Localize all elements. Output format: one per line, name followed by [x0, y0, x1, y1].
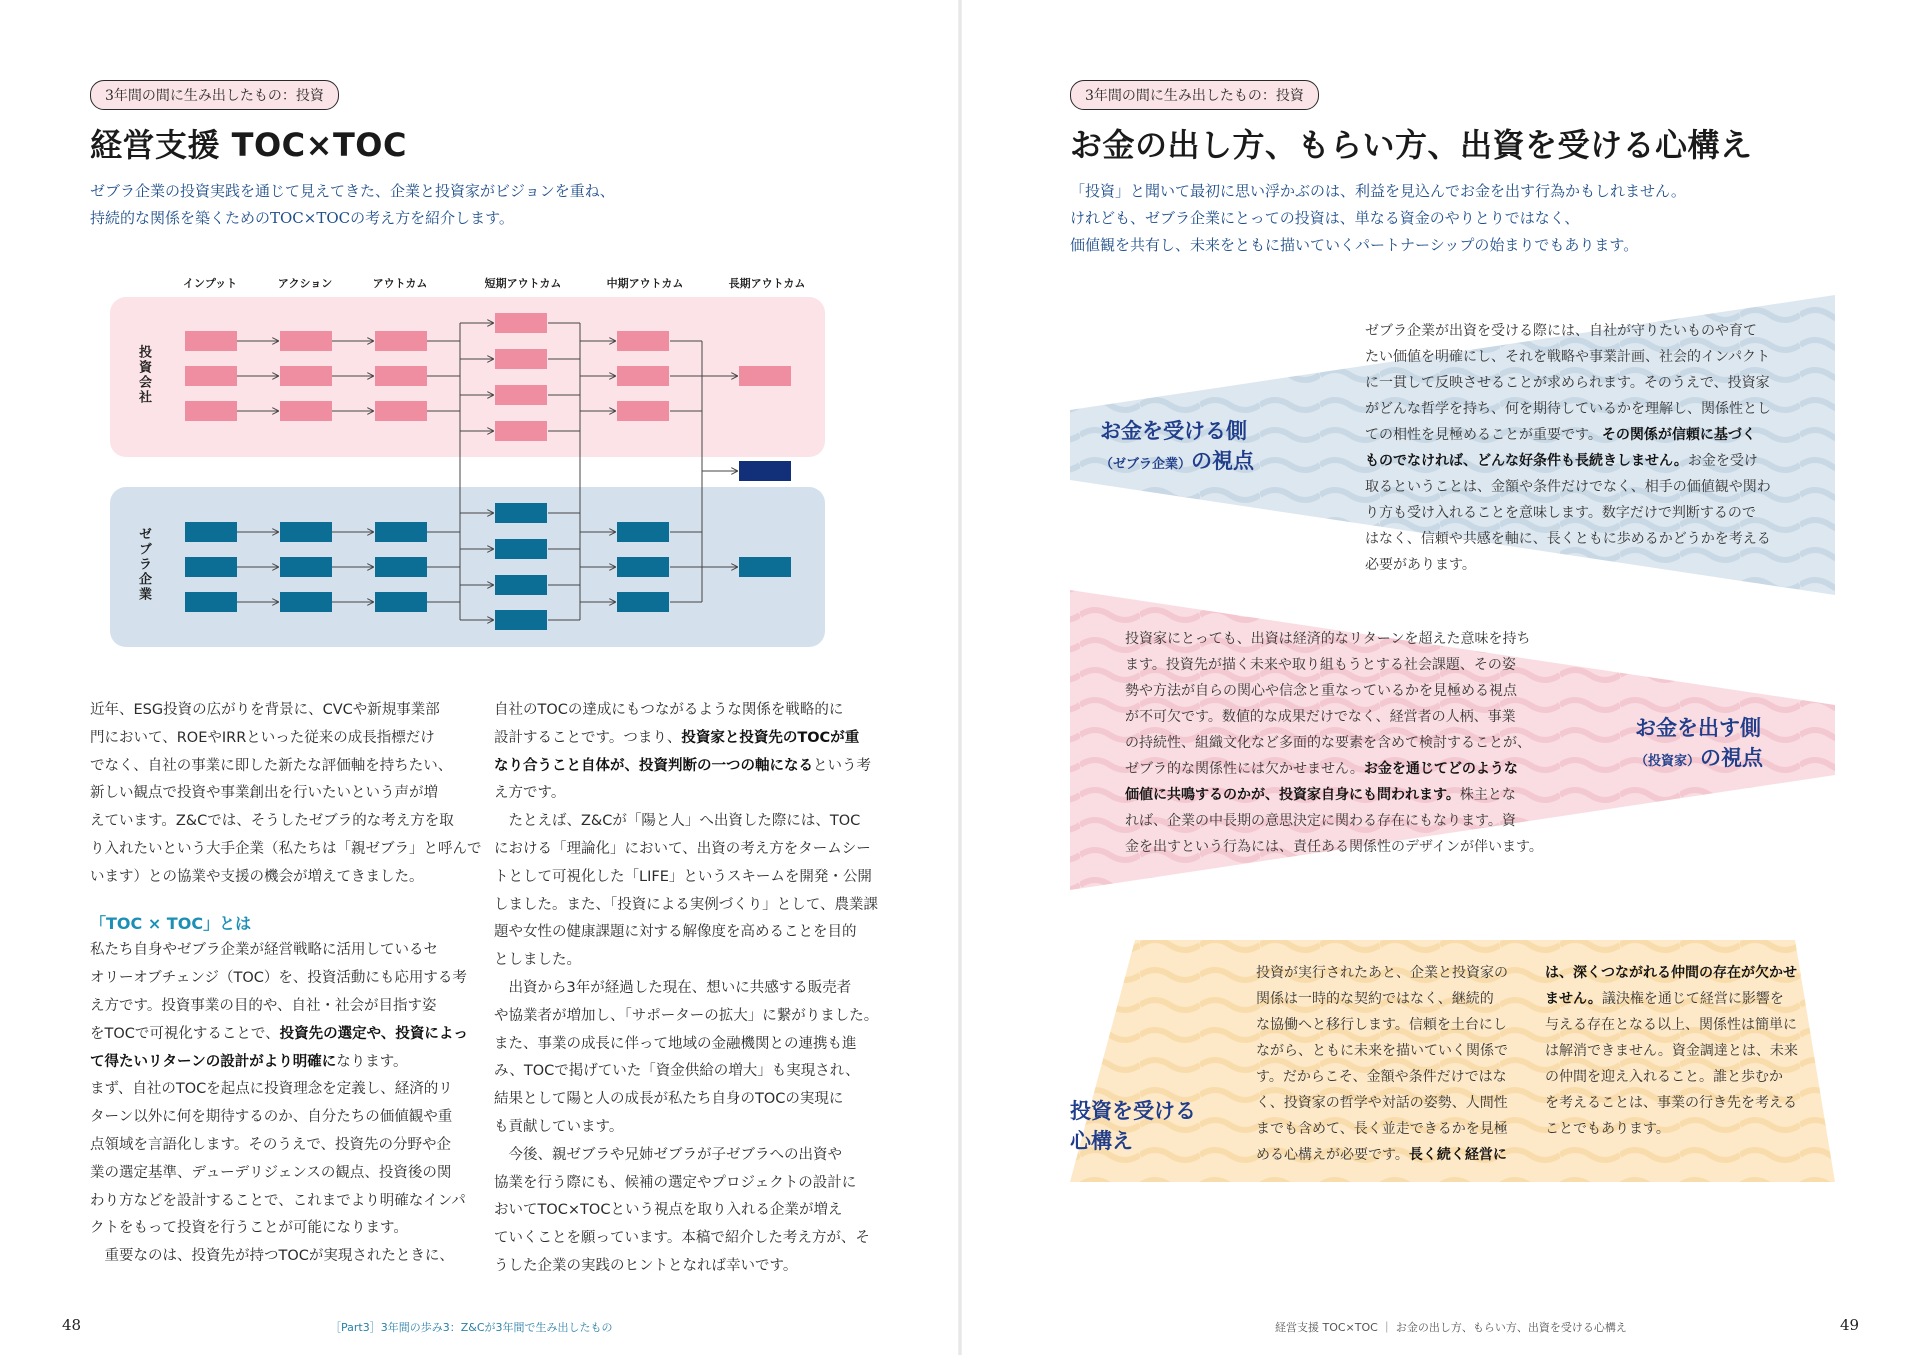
- section-tag: 3年間の間に生み出したもの：投資: [90, 80, 339, 110]
- short-outcome-box: [495, 313, 547, 333]
- body-line: 出資から3年が経過した現在、想いに共感する販売者: [494, 979, 852, 996]
- short-outcome-box: [495, 349, 547, 369]
- input-box: [185, 331, 237, 351]
- input-box: [185, 557, 237, 577]
- body-line: をTOCで可視化することで、投資先の選定や、投資によっ: [90, 1025, 468, 1042]
- body-line: 今後、親ゼブラや兄姉ゼブラが子ゼブラへの出資や: [494, 1146, 842, 1163]
- receiver-text: ゼブラ企業が出資を受ける際には、自社が守りたいものや育て たい価値を明確にし、それを戦略や事業計画、社会的インパクト に一貫して反映させることが求められます。そのうえで、投資家 がどんな哲学を持ち、何を期待しているかを理解し、関係性とし ての相性を見極めることが重要です。その関係が信頼に基づく ものでなければ、どんな好条件も長続きしません。お金を受け 取るということは、金額や条件だけでなく、相手の価値観や関わ り方も受け入れることを意味します。数字だけで判断するので はなく、信頼や共感を軸に、長くともに歩めるかどうかを考える 必要があります。: [1365, 323, 1771, 573]
- body-column-2: [494, 697, 878, 1281]
- mid-outcome-box: [617, 557, 669, 577]
- action-box: [280, 331, 332, 351]
- body-line: まず、自社のTOCを起点に投資理念を定義し、経済的リ: [90, 1081, 453, 1098]
- body-line: 近年、ESG投資の広がりを背景に、CVCや新規事業部: [90, 702, 440, 718]
- subheading: 「TOC × TOC」とは: [90, 913, 252, 933]
- body-line: 新しい観点で投資や事業創出を行いたいという声が増: [90, 785, 438, 802]
- action-box: [280, 366, 332, 386]
- toc-diagram: [100, 265, 840, 655]
- body-line: トとして可視化した「LIFE」というスキームを開発・公開: [494, 868, 872, 885]
- body-line: 結果として陽と人の成長が私たち自身のTOCの実現に: [494, 1091, 844, 1108]
- body-line: り入れたいという大手企業（私たちは「親ゼブラ」と呼んで: [90, 840, 482, 857]
- short-outcome-box: [495, 421, 547, 441]
- shared-long-outcome-box: [739, 461, 791, 481]
- body-line: オリーオブチェンジ（TOC）を、投資活動にも応用する考: [90, 970, 467, 987]
- body-line: み、TOCで掲げていた「資金供給の増大」も実現され、: [494, 1063, 860, 1080]
- investor-band-label: 投資会社: [136, 345, 151, 405]
- lead-line: 持続的な関係を築くためのTOC×TOCの考え方を紹介します。: [90, 209, 514, 227]
- outcome-box: [375, 592, 427, 612]
- body-line: えています。Z&Cでは、そうしたゼブラ的な考え方を取: [90, 813, 454, 830]
- body-line: 点領域を言語化します。そのうえで、投資先の分野や企: [90, 1136, 452, 1153]
- short-outcome-box: [495, 539, 547, 559]
- investor-label: お金を出す側 （投資家）の視点: [1635, 716, 1764, 770]
- body-line: でなく、自社の事業に即した新たな評価軸を持ちたい、: [90, 757, 453, 774]
- action-box: [280, 557, 332, 577]
- mid-outcome-box: [617, 331, 669, 351]
- long-outcome-box: [739, 366, 791, 386]
- body-line: 自社のTOCの達成にもつながるような関係を戦略的に: [494, 702, 844, 718]
- lead-line: けれども、ゼブラ企業にとっての投資は、単なる資金のやりとりではなく、: [1070, 209, 1580, 227]
- right-page: [960, 0, 1920, 1355]
- body-line: クトをもって投資を行うことが可能になります。: [90, 1220, 408, 1237]
- running-footer: ［Part3］3年間の歩み3：Z&Cが3年間で生み出したもの: [330, 1321, 613, 1334]
- mid-outcome-box: [617, 522, 669, 542]
- receiver-label: お金を受ける側 （ゼブラ企業）の視点: [1100, 419, 1255, 473]
- body-column-1: [90, 697, 482, 1271]
- col-head-input: インプット: [182, 277, 238, 290]
- mid-outcome-box: [617, 366, 669, 386]
- lead-text: [90, 178, 615, 232]
- page-number: 49: [1840, 1316, 1860, 1334]
- body-line: わり方などを設計することで、これまでより明確なインパ: [90, 1192, 466, 1209]
- body-line: たとえば、Z&Cが「陽と人」へ出資した際には、TOC: [494, 813, 861, 830]
- short-outcome-box: [495, 610, 547, 630]
- col-head-outcome: アウトカム: [372, 277, 428, 290]
- page-title: 経営支援 TOC×TOC: [90, 126, 407, 164]
- col-head-short-outcome: 短期アウトカム: [484, 277, 562, 290]
- input-box: [185, 366, 237, 386]
- body-line: 協業を行う際にも、候補の選定やプロジェクトの設計に: [494, 1174, 857, 1191]
- input-box: [185, 401, 237, 421]
- body-line: うした企業の実践のヒントとなれば幸いです。: [494, 1257, 798, 1274]
- body-line: また、事業の成長に伴って地域の金融機関との連携も進: [494, 1035, 857, 1052]
- short-outcome-box: [495, 503, 547, 523]
- short-outcome-box: [495, 385, 547, 405]
- body-line: ターン以外に何を期待するのか、自分たちの価値観や重: [90, 1109, 453, 1126]
- body-line: え方です。投資事業の目的や、自社・社会が目指す姿: [90, 997, 437, 1014]
- outcome-box: [375, 331, 427, 351]
- action-box: [280, 401, 332, 421]
- short-outcome-box: [495, 575, 547, 595]
- action-box: [280, 522, 332, 542]
- body-line: 門において、ROEやIRRといった従来の成長指標だけ: [90, 729, 435, 746]
- page-title: お金の出し方、もらい方、出資を受ける心構え: [1070, 126, 1753, 164]
- running-footer: 経営支援 TOC×TOC ｜ お金の出し方、もらい方、出資を受ける心構え: [1275, 1321, 1627, 1334]
- input-box: [185, 522, 237, 542]
- body-line: て得たいリターンの設計がより明確になります。: [90, 1053, 408, 1070]
- body-line: 設計することです。つまり、投資家と投資先のTOCが重: [494, 729, 860, 746]
- action-box: [280, 592, 332, 612]
- lead-line: 「投資」と聞いて最初に思い浮かぶのは、利益を見込んでお金を出す行為かもしれません。: [1070, 182, 1686, 200]
- body-line: における「理論化」において、出資の考え方をタームシー: [494, 840, 871, 857]
- col-head-long-outcome: 長期アウトカム: [728, 277, 806, 290]
- body-line: 題や女性の健康課題に対する解像度を高めることを目的: [494, 924, 857, 941]
- body-line: としました。: [494, 952, 581, 969]
- mid-outcome-box: [617, 401, 669, 421]
- body-line: 業の選定基準、デューデリジェンスの観点、投資後の関: [90, 1164, 452, 1181]
- outcome-box: [375, 401, 427, 421]
- outcome-box: [375, 366, 427, 386]
- investor-text: 投資家にとっても、出資は経済的なリターンを超えた意味を持ち ます。投資先が描く未来や取り組もうとする社会課題、その姿 勢や方法が自らの関心や信念と重なっているかを見極める視点 が不可欠です。数値的な成果だけでなく、経営者の人柄、事業 の持続性、組織文化など多面的な要素を含めて検討することが、 ゼブラ的な関係性には欠かせません。お金を通じてどのような 価値に共鳴するのかが、投資家自身にも問われます。株主とな れば、企業の中長期の意思決定に関わる存在にもなります。資 金を出すという行為には、責任ある関係性のデザインが伴います。: [1125, 631, 1543, 855]
- lead-line: 価値観を共有し、未来をともに描いていくパートナーシップの始まりでもあります。: [1070, 236, 1639, 254]
- lead-line: ゼブラ企業の投資実践を通じて見えてきた、企業と投資家がビジョンを重ね、: [90, 182, 615, 200]
- body-line: や協業者が増加し、「サポーターの拡大」に繋がりました。: [494, 1007, 879, 1024]
- zebra-band-label: ゼブラ企業: [136, 527, 151, 602]
- body-line: います）との協業や支援の機会が増えてきました。: [90, 868, 424, 885]
- body-line: 重要なのは、投資先が持つTOCが実現されたときに、: [90, 1248, 454, 1265]
- outcome-box: [375, 522, 427, 542]
- mid-outcome-box: [617, 592, 669, 612]
- body-line: しました。また、「投資による実例づくり」として、農業課: [494, 896, 878, 913]
- input-box: [185, 592, 237, 612]
- section-tag: 3年間の間に生み出したもの：投資: [1070, 80, 1319, 110]
- mindset-label: 投資を受ける 心構え: [1070, 1099, 1196, 1153]
- body-line: 私たち自身やゼブラ企業が経営戦略に活用しているセ: [90, 942, 438, 959]
- body-line: も貢献しています。: [494, 1118, 624, 1135]
- col-head-action: アクション: [277, 277, 333, 290]
- body-line: おいてTOC×TOCという視点を取り入れる企業が増え: [494, 1202, 843, 1219]
- long-outcome-box: [739, 557, 791, 577]
- mindset-text-col-a: 投資が実行されたあと、企業と投資家の 関係は一時的な契約ではなく、継続的 な協働へと移行します。信頼を土台にし ながら、ともに未来を描いていく関係で す。だからこそ、金額や条件だけではな く、投資家の哲学や対話の姿勢、人間性 までも含めて、長く並走できるかを見極 める心構えが必要です。長く続く経営に: [1256, 965, 1508, 1163]
- col-head-mid-outcome: 中期アウトカム: [606, 277, 684, 290]
- body-line: え方です。: [494, 785, 566, 802]
- mindset-text-col-b: は、深くつながれる仲間の存在が欠かせ ません。議決権を通じて経営に影響を 与える存在となる以上、関係性は簡単に は解消できません。資金調達とは、未来 の仲間を迎え入れること。誰と歩むか を考えることは、事業の行き先を考える ことでもあります。: [1545, 965, 1798, 1137]
- body-line: ていくことを願っています。本稿で紹介した考え方が、そ: [494, 1230, 870, 1247]
- body-line: なり合うこと自体が、投資判断の一つの軸になるという考: [494, 757, 871, 774]
- page-number: 48: [62, 1316, 82, 1334]
- outcome-box: [375, 557, 427, 577]
